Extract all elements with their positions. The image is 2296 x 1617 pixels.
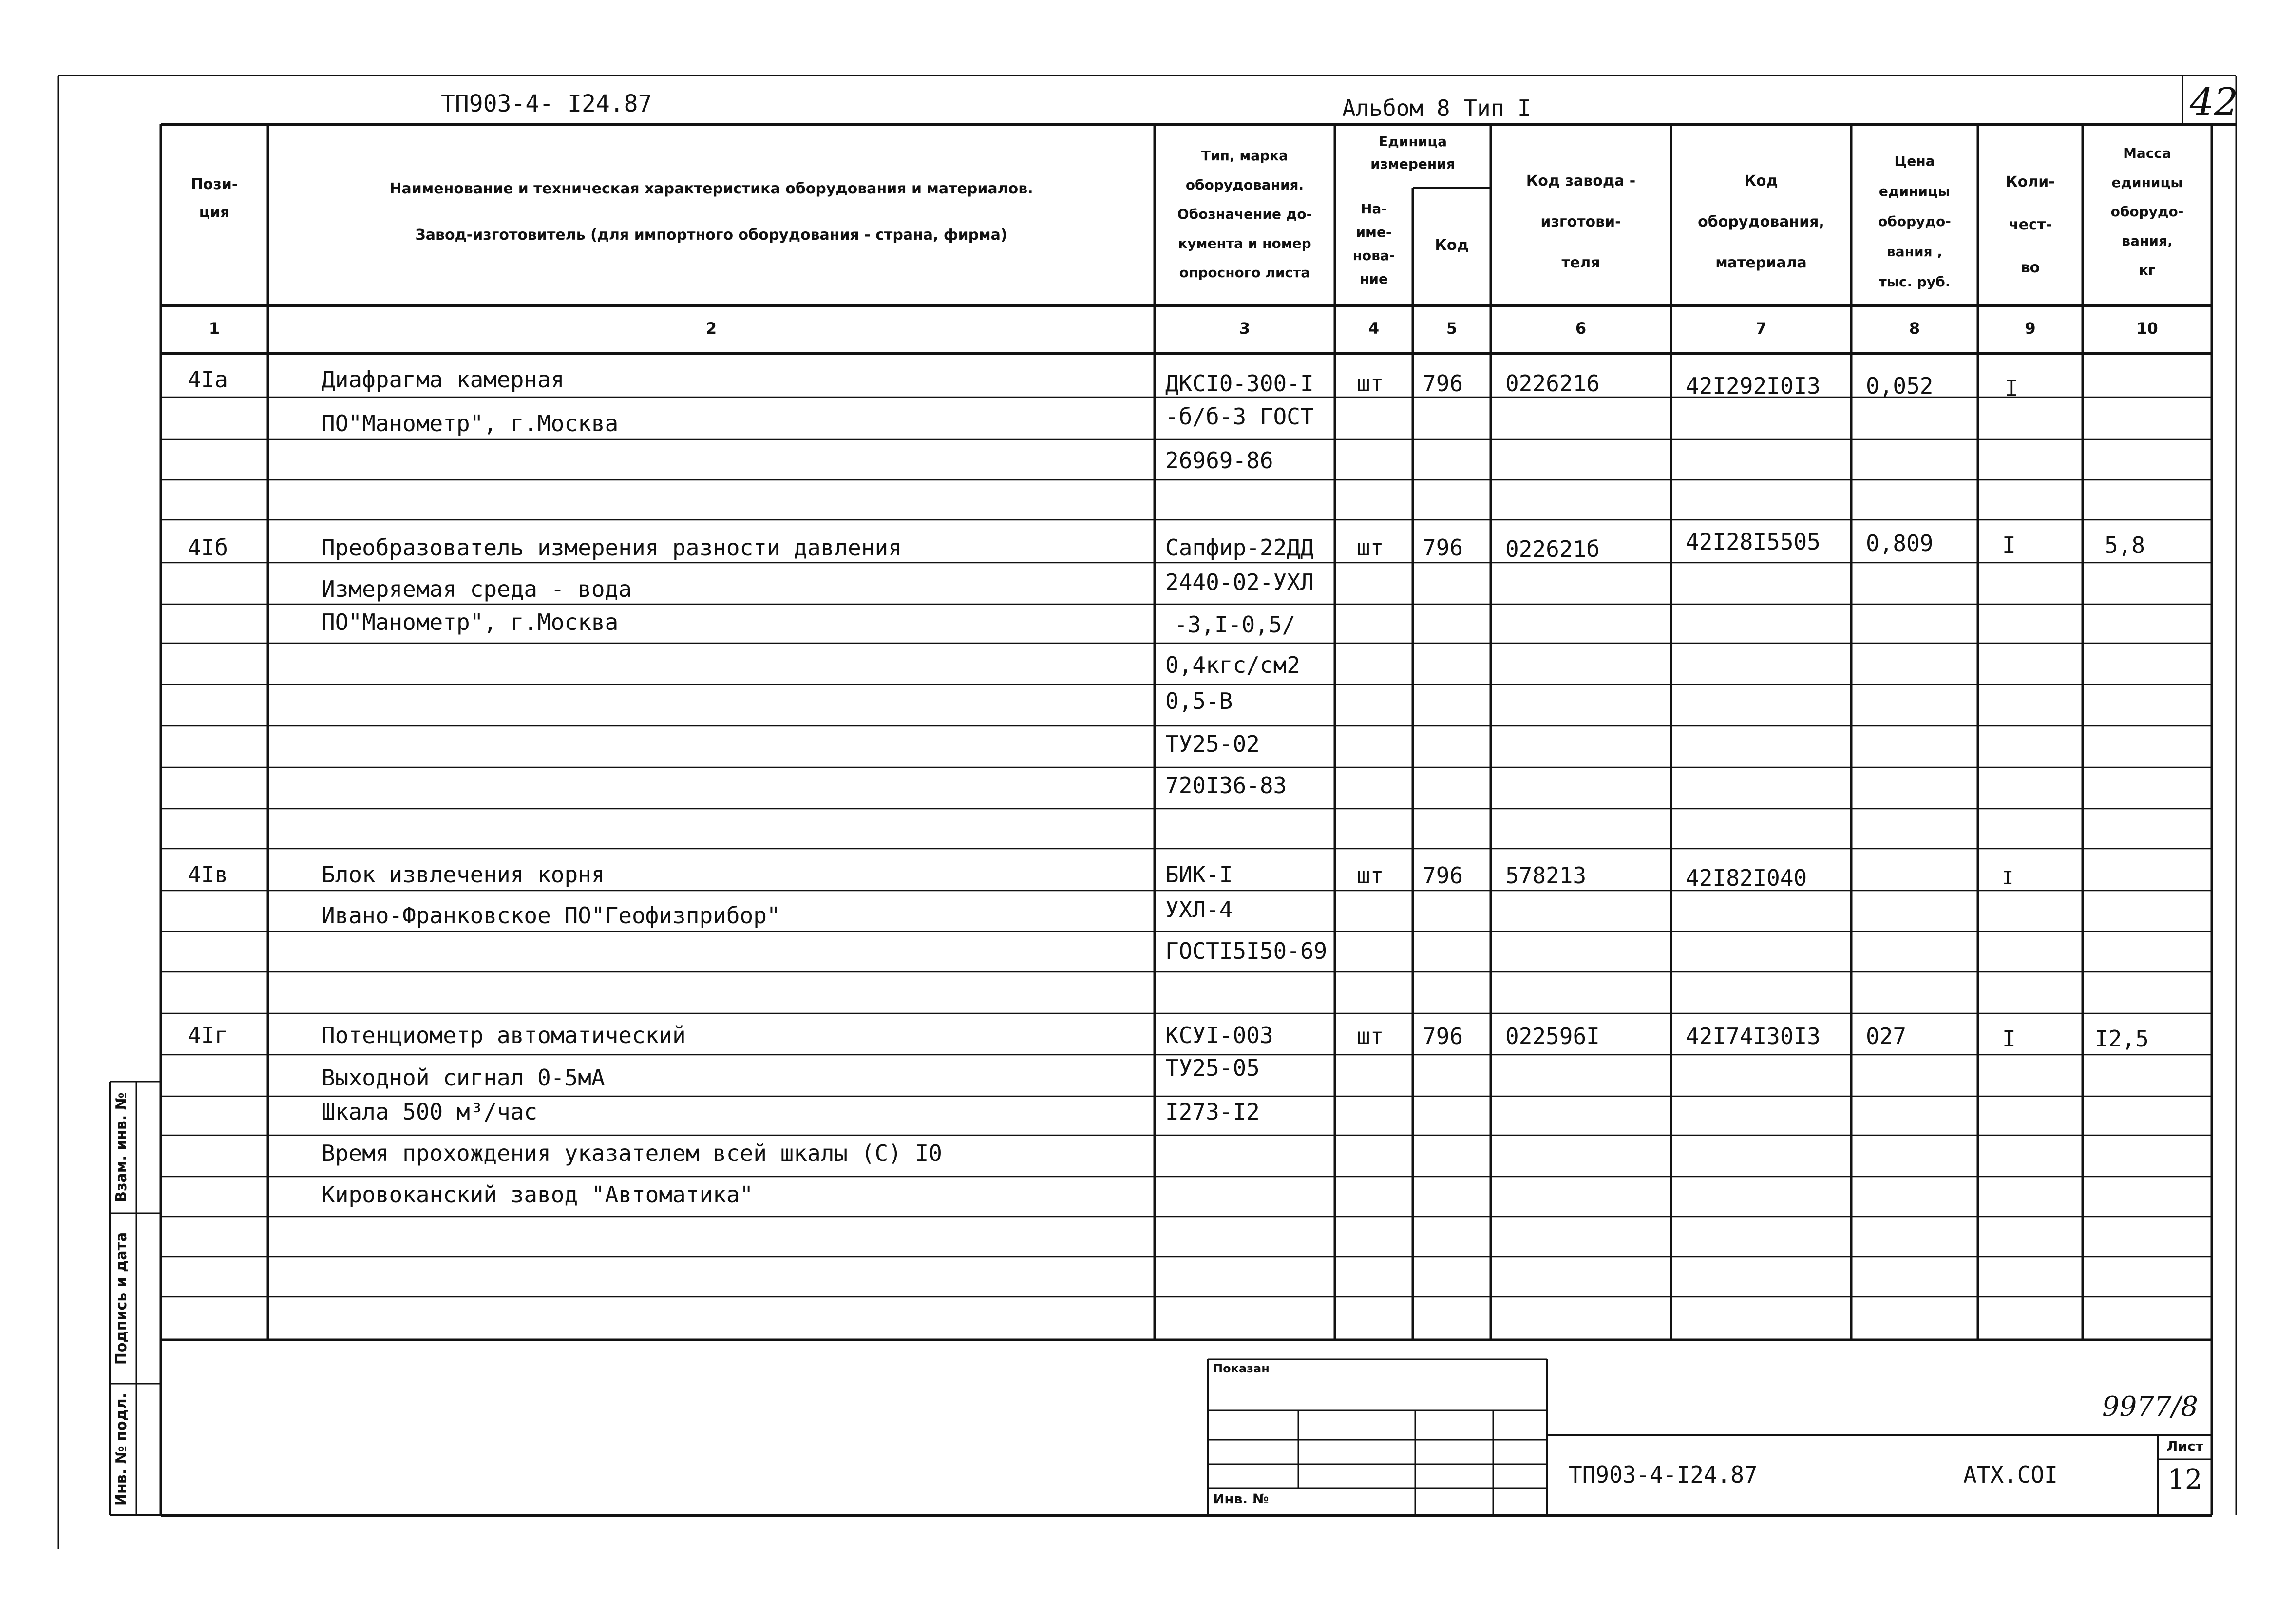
- column-number: 5: [1446, 319, 1458, 338]
- header-col-7-line: материала: [1715, 254, 1807, 271]
- header-unit-group: [1335, 131, 1491, 175]
- entry-name-line: ПО"Манометр", г.Москва: [322, 410, 619, 437]
- header-col-9: [1978, 161, 2083, 289]
- column-number: 3: [1239, 319, 1251, 338]
- header-col-7-line: оборудования,: [1698, 213, 1824, 230]
- entry-name-line: Кировоканский завод "Автоматика": [322, 1181, 754, 1208]
- entry-maker-code: 578213: [1505, 862, 1587, 889]
- column-number: 9: [2025, 319, 2036, 338]
- header-col-2-line: Завод-изготовитель (для импортного оборудования - страна, фирма): [415, 227, 1007, 244]
- entry-maker-code: 022596I: [1505, 1023, 1600, 1049]
- entry-maker-code: 022621б: [1505, 536, 1600, 562]
- stamp-sheet-code: АТХ.COI: [1963, 1462, 2058, 1488]
- entry-position: 4Iа: [188, 366, 228, 393]
- stamp-doc-code: ТП903-4-I24.87: [1569, 1462, 1758, 1488]
- entry-type-line: 720I36-83: [1165, 772, 1287, 799]
- side-stamp-replacement: Взам. инв. №: [113, 1092, 130, 1202]
- header-col-2: [273, 166, 1150, 258]
- entry-qty: I: [2002, 867, 2013, 889]
- entry-unit: шт: [1357, 1023, 1384, 1049]
- column-number: 2: [705, 319, 717, 338]
- header-col-8-line: тыс. руб.: [1879, 274, 1951, 290]
- side-stamp-original-inv: Инв. № подл.: [113, 1392, 130, 1506]
- stamp-archive-number: 9977/8: [2102, 1391, 2199, 1423]
- header-col-6-line: изготови-: [1540, 213, 1621, 230]
- header-col-10-line: оборудо-: [2110, 204, 2184, 220]
- entry-type-line: I273-I2: [1165, 1099, 1260, 1125]
- stamp-inv-label: Инв. №: [1213, 1491, 1269, 1507]
- header-col-8: [1851, 146, 1978, 297]
- entry-price: 027: [1866, 1023, 1907, 1049]
- header-col-3-line: Тип, марка: [1201, 148, 1289, 164]
- entry-qty: I: [2005, 375, 2018, 401]
- header-col-1: [161, 171, 268, 227]
- entry-equipment-code: 42I82I040: [1686, 865, 1807, 891]
- entry-equipment-code: 42I28I5505: [1686, 529, 1821, 555]
- entry-position: 4Iб: [188, 534, 228, 561]
- header-col-3-line: Обозначение до-: [1177, 206, 1312, 222]
- entry-type-line: ТУ25-02: [1165, 731, 1260, 757]
- column-number: 10: [2136, 319, 2158, 338]
- header-col-2-line: Наименование и техническая характеристика оборудования и материалов.: [389, 180, 1033, 197]
- header-col-10: [2083, 139, 2212, 285]
- entry-qty: I: [2002, 532, 2016, 558]
- header-col-10-line: единицы: [2111, 174, 2183, 190]
- header-col-8-line: вания ,: [1887, 244, 1942, 260]
- entry-type-line: -3,I-0,5/: [1174, 611, 1296, 638]
- header-col-10-line: кг: [2139, 262, 2156, 278]
- header-col-8-line: оборудо-: [1878, 213, 1951, 229]
- entry-type-line: 26969-86: [1165, 447, 1273, 474]
- entry-name-line: Блок извлечения корня: [322, 861, 605, 888]
- doc-code-top: ТП903-4- I24.87: [441, 90, 652, 117]
- page-number: 42: [2190, 80, 2239, 124]
- entry-type-line: Сапфир-22ДД: [1165, 534, 1314, 561]
- entry-type-line: ДКСI0-300-I: [1165, 370, 1314, 397]
- column-number: 8: [1909, 319, 1920, 338]
- entry-equipment-code: 42I74I30I3: [1686, 1023, 1821, 1049]
- stamp-sheet-number: 12: [2167, 1464, 2202, 1496]
- header-unit-group-line: измерения: [1370, 156, 1455, 172]
- header-col-4: [1335, 197, 1413, 291]
- stamp-shown-label: Показан: [1213, 1362, 1270, 1375]
- entry-type-line: 0,4кгс/см2: [1165, 652, 1300, 678]
- entry-type-line: 0,5-В: [1165, 688, 1233, 714]
- header-col-4-line: нова-: [1352, 247, 1395, 264]
- entry-name-line: Выходной сигнал 0-5мА: [322, 1065, 605, 1091]
- header-col-6-line: Код завода -: [1526, 172, 1636, 190]
- header-col-1-line: Пози-: [190, 176, 238, 193]
- column-number: 4: [1368, 319, 1380, 338]
- side-stamp-signature-date: Подпись и дата: [113, 1232, 130, 1365]
- entry-name-line: Измеряемая среда - вода: [322, 576, 632, 602]
- column-number: 7: [1755, 319, 1767, 338]
- header-col-3: [1156, 141, 1334, 287]
- header-col-3-line: опросного листа: [1179, 265, 1310, 281]
- header-col-9-line: Коли-: [2006, 173, 2055, 190]
- entry-name-line: Ивано-Франковское ПО"Геофизприбор": [322, 902, 780, 929]
- stamp-sheet-label: Лист: [2166, 1438, 2203, 1454]
- entry-unit-code: 796: [1423, 370, 1463, 397]
- header-col-8-line: единицы: [1879, 183, 1951, 199]
- entry-maker-code: 0226216: [1505, 370, 1600, 397]
- entry-unit-code: 796: [1423, 1023, 1463, 1049]
- header-col-8-line: Цена: [1894, 153, 1935, 169]
- entry-type-line: -б/б-3 ГОСТ: [1165, 403, 1314, 430]
- entry-type-line: ГОСТI5I50-69: [1165, 938, 1328, 964]
- entry-unit-code: 796: [1423, 862, 1463, 889]
- entry-price: 0,809: [1866, 530, 1934, 556]
- entry-mass: 5,8: [2105, 532, 2145, 558]
- entry-type-line: ТУ25-05: [1165, 1055, 1260, 1081]
- header-col-10-line: Масса: [2123, 145, 2171, 161]
- album-label: Альбом 8 Тип I: [1342, 95, 1531, 121]
- header-col-4-line: На-: [1361, 201, 1387, 217]
- header-col-5: Код: [1435, 237, 1469, 254]
- entry-unit: шт: [1357, 370, 1384, 397]
- header-col-9-line: во: [2020, 259, 2040, 276]
- entry-name-line: Шкала 500 м³/час: [322, 1099, 538, 1125]
- column-number: 1: [209, 319, 220, 338]
- header-col-7: [1671, 161, 1851, 284]
- header-col-1-line: ция: [199, 204, 230, 221]
- entry-type-line: КСУI-003: [1165, 1022, 1273, 1048]
- entry-position: 4Iг: [188, 1022, 228, 1048]
- header-col-3-line: кумента и номер: [1178, 235, 1311, 251]
- entry-type-line: 2440-02-УХЛ: [1165, 569, 1314, 595]
- entry-type-line: УХЛ-4: [1165, 896, 1233, 923]
- header-col-10-line: вания,: [2122, 233, 2173, 249]
- entry-price: 0,052: [1866, 373, 1934, 399]
- header-col-3-line: оборудования.: [1185, 177, 1304, 193]
- entry-name-line: Диафрагма камерная: [322, 366, 565, 393]
- entry-name-line: ПО"Манометр", г.Москва: [322, 609, 619, 635]
- entry-position: 4Iв: [188, 861, 228, 888]
- entry-unit: шт: [1357, 862, 1384, 889]
- header-col-6: [1491, 161, 1671, 284]
- header-col-7-line: Код: [1744, 172, 1778, 190]
- entry-unit-code: 796: [1423, 534, 1463, 561]
- header-col-9-line: чест-: [2009, 216, 2052, 233]
- entry-name-line: Потенциометр автоматический: [322, 1022, 686, 1048]
- entry-qty: I: [2002, 1026, 2016, 1052]
- header-col-4-line: ние: [1360, 271, 1388, 287]
- header-col-4-line: име-: [1356, 224, 1392, 240]
- entry-mass: I2,5: [2095, 1026, 2149, 1052]
- column-number: 6: [1575, 319, 1587, 338]
- entry-name-line: Преобразователь измерения разности давления: [322, 534, 902, 561]
- header-unit-group-line: Единица: [1379, 133, 1447, 150]
- entry-unit: шт: [1357, 534, 1384, 561]
- header-col-6-line: теля: [1561, 254, 1600, 271]
- entry-equipment-code: 42I292I0I3: [1686, 373, 1821, 399]
- entry-type-line: БИК-I: [1165, 861, 1233, 888]
- entry-name-line: Время прохождения указателем всей шкалы (С) I0: [322, 1140, 942, 1166]
